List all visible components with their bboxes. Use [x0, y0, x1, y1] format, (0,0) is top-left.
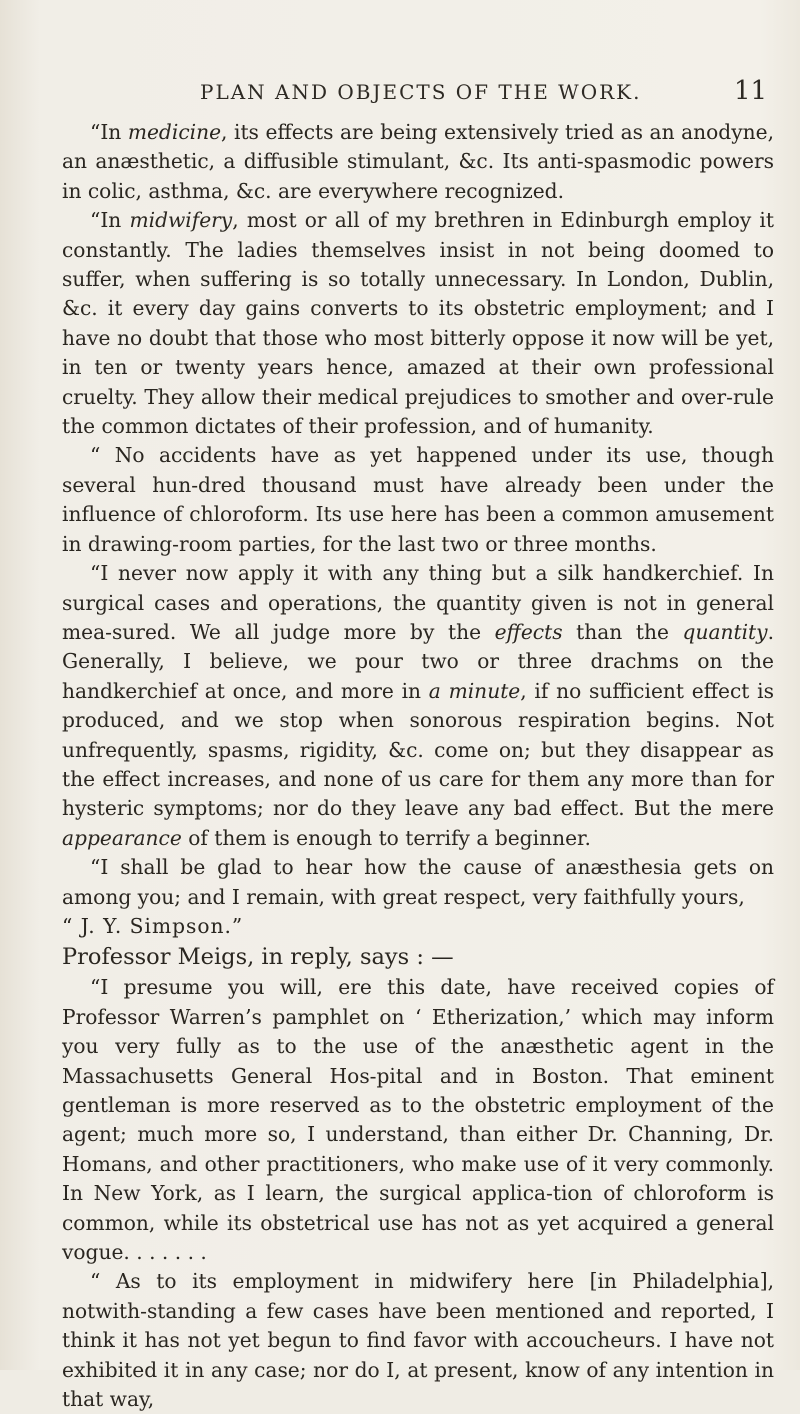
- paragraph-handkerchief: [62, 559, 774, 853]
- text-run: “I never now apply it with any thing but a silk handkerchief. In surgical cases and operations, the quantity given is not in general mea-sured. We all judge more by the: [62, 561, 774, 644]
- italic-term: midwifery: [129, 208, 233, 233]
- interlude-meigs: Professor Meigs, in reply, says : —: [62, 944, 454, 971]
- page-number: 11: [734, 76, 768, 106]
- paragraph-closing: “I shall be glad to hear how the cause of anæsthesia gets on among you; and I remain, with great respect, very faithfully yours,: [62, 855, 774, 909]
- text-run: “In: [90, 120, 128, 144]
- italic-term: appearance: [62, 825, 182, 850]
- italic-term: quantity: [682, 619, 768, 644]
- signature-text: “ J. Y. Simpson.”: [62, 913, 244, 938]
- paragraph-accidents: “ No accidents have as yet happened under its use, though several hun-dred thousand must have already been under the influence of chloroform. Its use here has been a common amusement in drawing-room parties, for the last two or three months.: [62, 443, 774, 556]
- text-run: , most or all of my brethren in Edinburgh employ it constantly. The ladies themselves insist in not being doomed to suffer, when suffering is so totally unnecessary. In London, Dublin, &c. it every day gains converts to its obstetric employment; and I have no doubt that those who most bitterly oppose it now will be yet, in ten or twenty years hence, amazed at their own professional cruelty. They allow their medical prejudices to smother and over-rule the common dictates of their profession, and of humanity.: [62, 208, 775, 439]
- body-text: [62, 118, 774, 1414]
- text-run: , its effects are being extensively tried as an anodyne, an anæsthetic, a diffusible stimulant, &c. Its anti-spasmodic powers in colic, asthma, &c. are everywhere recognized.: [62, 120, 774, 203]
- italic-term: effects: [494, 619, 563, 644]
- paragraph-midwifery: [62, 206, 774, 441]
- text-run: than the: [562, 619, 683, 644]
- paragraph-medicine: [62, 118, 774, 206]
- running-head: PLAN AND OBJECTS OF THE WORK.: [200, 80, 642, 104]
- paragraph-warren: “I presume you will, ere this date, have received copies of Professor Warren’s pamphlet on ‘ Etherization,’ which may inform you very fully as to the use of the anæsthetic agent in the Massachusetts General Hos-pital and in Boston. That eminent gentleman is more reserved as to the obstetric employment of the agent; much more so, I understand, than either Dr. Channing, Dr. Homans, and other practitioners, who make use of it very commonly. In New York, as I learn, the surgical applica-tion of chloroform is common, while its obstetrical use has not as yet acquired a general vogue. . . . . . .: [62, 975, 774, 1265]
- text-run: , if no sufficient effect is produced, and we stop when sonorous respiration begins. Not unfrequently, spasms, rigidity, &c. come on; but they disappear as the effect increases, and none of us care for them any more than for hysteric symptoms; nor do they leave any bad effect. But the mere: [62, 678, 774, 821]
- text-run: of them is enough to terrify a beginner.: [181, 825, 591, 850]
- text-run: “In: [90, 208, 130, 233]
- text-run: . Generally, I believe, we pour two or three drachms on the handkerchief at once, and more in: [62, 619, 774, 703]
- italic-term: medicine: [127, 120, 222, 144]
- paragraph-philadelphia: “ As to its employment in midwifery here [in Philadelphia], notwith-standing a few cases have been mentioned and reported, I think it has not yet begun to find favor with accoucheurs. I have not exhibited it in any case; nor do I, at present, know of any intention in that way,: [62, 1269, 774, 1412]
- italic-term: a minute: [428, 678, 521, 703]
- signature: [62, 912, 774, 941]
- page-header: [0, 76, 800, 110]
